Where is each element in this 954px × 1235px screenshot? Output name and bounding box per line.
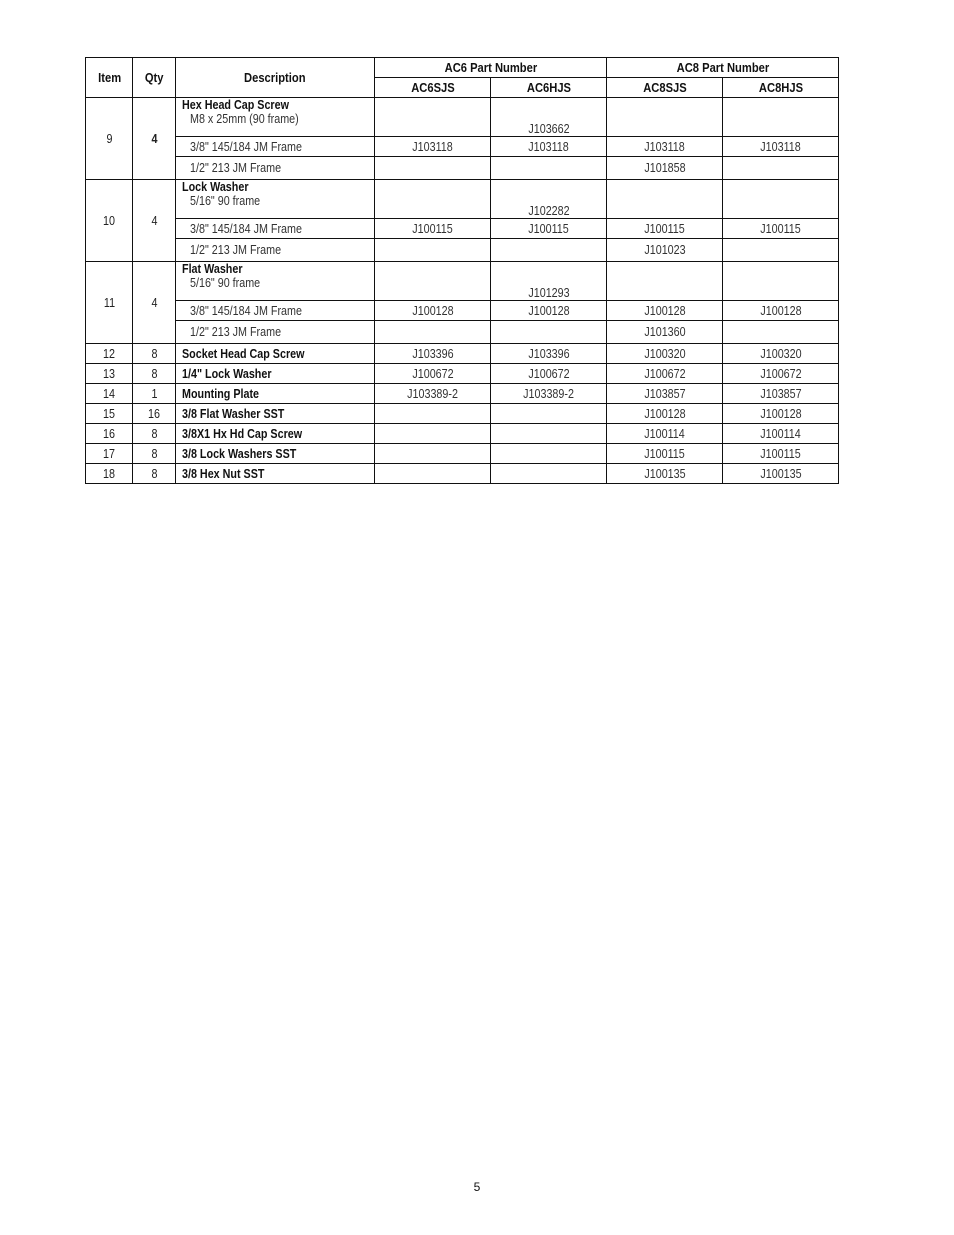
table-row — [86, 344, 839, 364]
part-number-ac8sjs-text: J100115 — [644, 221, 685, 236]
part-number-ac6hjs — [491, 98, 607, 137]
part-number-ac8sjs — [607, 262, 723, 301]
item-description-text: 3/8X1 Hx Hd Cap Screw — [181, 426, 302, 441]
item-sub-description-text: 1/2" 213 JM Frame — [189, 243, 281, 257]
part-number-ac6sjs — [375, 301, 491, 321]
item-qty — [133, 262, 175, 344]
part-number-ac8hjs-text: J103118 — [760, 139, 801, 154]
item-qty — [133, 344, 175, 364]
part-number-ac6sjs — [375, 137, 491, 157]
part-number-ac8hjs-text: J100135 — [759, 466, 802, 481]
table-row — [86, 98, 839, 137]
part-number-ac8sjs — [607, 404, 723, 424]
item-qty — [133, 464, 175, 484]
part-number-ac6hjs-text: J103662 — [528, 122, 570, 136]
item-sub-description-text: M8 x 25mm (90 frame) — [189, 112, 299, 126]
part-number-ac8sjs — [607, 321, 723, 344]
item-qty-text: 8 — [151, 366, 158, 381]
part-number-ac6hjs-text: J100115 — [528, 221, 569, 236]
item-number — [86, 344, 133, 364]
part-number-ac6sjs-text: J100115 — [412, 221, 453, 236]
part-number-ac8sjs-text: J100320 — [643, 346, 686, 361]
part-number-ac8hjs — [723, 137, 839, 157]
item-number-text: 14 — [103, 386, 116, 401]
part-number-ac6hjs-text: J100672 — [528, 366, 570, 381]
header-ac8hjs: AC8HJS — [731, 78, 831, 98]
item-qty-text: 8 — [151, 426, 158, 441]
table-row — [86, 444, 839, 464]
part-number-ac6hjs — [491, 321, 607, 344]
part-number-ac6sjs-text: J100672 — [412, 366, 454, 381]
part-number-ac6hjs-text: J100128 — [528, 303, 570, 318]
part-number-ac8sjs — [607, 301, 723, 321]
item-sub-description-line — [182, 325, 375, 339]
table-row — [86, 464, 839, 484]
part-number-ac6sjs — [375, 180, 491, 219]
item-number — [86, 444, 133, 464]
table-row — [86, 137, 839, 157]
part-number-ac8hjs — [723, 219, 839, 239]
item-title-text: Flat Washer — [181, 262, 243, 276]
part-number-ac8sjs — [607, 344, 723, 364]
item-qty-text: 16 — [148, 406, 161, 421]
table-header — [86, 58, 839, 98]
part-number-ac6hjs-text: J103118 — [528, 139, 569, 154]
item-number-text: 10 — [103, 213, 116, 228]
item-sub-description — [175, 137, 375, 157]
part-number-ac8hjs-text: J100115 — [760, 446, 801, 461]
part-number-ac6sjs — [375, 157, 491, 180]
item-description-text: 1/4" Lock Washer — [181, 366, 272, 381]
item-sub-description-line — [182, 222, 375, 236]
part-number-ac8sjs-text: J100128 — [643, 303, 686, 318]
item-description — [175, 444, 375, 464]
part-number-ac8sjs-text: J101023 — [643, 243, 686, 257]
item-title-text: Lock Washer — [181, 180, 249, 194]
item-title — [182, 262, 375, 276]
part-number-ac6sjs — [375, 464, 491, 484]
item-sub-description — [182, 112, 375, 126]
item-number — [86, 424, 133, 444]
table-row — [86, 384, 839, 404]
item-description-text: 3/8 Lock Washers SST — [181, 446, 297, 461]
part-number-ac6sjs — [375, 98, 491, 137]
part-number-ac8sjs-text: J103857 — [643, 386, 686, 401]
table-row — [86, 424, 839, 444]
item-qty — [133, 384, 175, 404]
item-number — [86, 180, 133, 262]
part-number-ac8sjs-text: J103118 — [644, 139, 685, 154]
part-number-ac8sjs — [607, 180, 723, 219]
part-number-ac8hjs-text: J103857 — [759, 386, 802, 401]
item-qty-text: 8 — [151, 346, 158, 361]
part-number-ac6sjs-text: J103118 — [412, 139, 453, 154]
item-qty — [133, 364, 175, 384]
part-number-ac6sjs — [375, 262, 491, 301]
item-sub-description — [175, 219, 375, 239]
part-number-ac8hjs-text: J100115 — [760, 221, 801, 236]
item-description — [175, 364, 375, 384]
part-number-ac8hjs-text: J100114 — [760, 426, 801, 441]
item-sub-description — [182, 276, 375, 290]
part-number-ac6sjs — [375, 364, 491, 384]
part-number-ac8hjs — [723, 157, 839, 180]
table-row — [86, 219, 839, 239]
part-number-ac6sjs — [375, 321, 491, 344]
part-number-ac6hjs — [491, 157, 607, 180]
part-number-ac6sjs — [375, 424, 491, 444]
item-sub-description — [175, 157, 375, 180]
item-description — [175, 180, 375, 219]
part-number-ac6sjs — [375, 404, 491, 424]
part-number-ac6hjs — [491, 444, 607, 464]
item-number-text: 17 — [103, 446, 116, 461]
item-number — [86, 404, 133, 424]
header-item: Item — [89, 58, 130, 98]
part-number-ac8sjs — [607, 464, 723, 484]
part-number-ac8sjs-text: J100128 — [643, 406, 686, 421]
header-ac8sjs: AC8SJS — [615, 78, 715, 98]
part-number-ac6hjs — [491, 464, 607, 484]
table-row — [86, 239, 839, 262]
part-number-ac8sjs-text: J100135 — [643, 466, 686, 481]
item-qty-text: 1 — [151, 386, 158, 401]
part-number-ac8hjs — [723, 404, 839, 424]
part-number-ac8sjs-text: J100115 — [644, 446, 685, 461]
part-number-ac6hjs-text: J102282 — [528, 204, 570, 218]
item-qty-text: 8 — [151, 466, 158, 481]
item-sub-description-text: 1/2" 213 JM Frame — [189, 325, 281, 339]
part-number-ac8hjs — [723, 464, 839, 484]
item-qty-text: 4 — [151, 213, 158, 228]
part-number-ac8hjs — [723, 444, 839, 464]
part-number-ac8sjs — [607, 157, 723, 180]
part-number-ac6hjs — [491, 344, 607, 364]
part-number-ac6hjs — [491, 239, 607, 262]
item-description — [175, 98, 375, 137]
part-number-ac6hjs-text: J103389-2 — [523, 386, 575, 401]
item-sub-description-line — [182, 243, 375, 257]
item-qty — [133, 180, 175, 262]
item-title — [182, 98, 375, 112]
header-qty: Qty — [136, 58, 172, 98]
part-number-ac8sjs — [607, 219, 723, 239]
item-description-text: 3/8 Hex Nut SST — [181, 466, 265, 481]
part-number-ac6sjs — [375, 444, 491, 464]
part-number-ac6sjs — [375, 384, 491, 404]
part-number-ac8sjs — [607, 424, 723, 444]
table-row — [86, 321, 839, 344]
part-number-ac6hjs — [491, 180, 607, 219]
item-description — [175, 424, 375, 444]
part-number-ac6hjs — [491, 262, 607, 301]
item-description — [175, 404, 375, 424]
item-sub-description-text: 3/8" 145/184 JM Frame — [189, 221, 302, 236]
item-description-text: Socket Head Cap Screw — [181, 346, 305, 361]
item-number-text: 11 — [103, 295, 115, 310]
header-ac6hjs: AC6HJS — [499, 78, 599, 98]
item-title — [182, 180, 375, 194]
table-row — [86, 404, 839, 424]
item-description-text: 3/8 Flat Washer SST — [181, 406, 285, 421]
header-ac6-part-number: AC6 Part Number — [391, 58, 590, 78]
part-number-ac8hjs — [723, 239, 839, 262]
header-description: Description — [189, 58, 361, 98]
table-row — [86, 180, 839, 219]
item-qty — [133, 424, 175, 444]
part-number-ac8hjs — [723, 301, 839, 321]
parts-table — [85, 57, 839, 484]
part-number-ac8sjs — [607, 384, 723, 404]
item-qty-text: 4 — [151, 295, 158, 310]
item-qty — [133, 98, 175, 180]
part-number-ac8hjs-text: J100128 — [759, 406, 802, 421]
table-row — [86, 364, 839, 384]
part-number-ac8sjs-text: J101858 — [643, 161, 686, 175]
part-number-ac8hjs — [723, 321, 839, 344]
page-number: 5 — [473, 1180, 481, 1194]
item-number — [86, 262, 133, 344]
part-number-ac8hjs — [723, 364, 839, 384]
item-qty-text: 8 — [151, 446, 158, 461]
item-number-text: 12 — [103, 346, 116, 361]
part-number-ac6hjs — [491, 364, 607, 384]
part-number-ac6hjs — [491, 137, 607, 157]
item-sub-description-text: 3/8" 145/184 JM Frame — [189, 139, 302, 154]
item-number-text: 16 — [103, 426, 116, 441]
part-number-ac6sjs-text: J103389-2 — [407, 386, 459, 401]
item-number-text: 9 — [106, 131, 113, 146]
table-body — [86, 98, 839, 484]
part-number-ac8sjs-text: J101360 — [643, 325, 686, 339]
item-number-text: 18 — [103, 466, 116, 481]
part-number-ac8hjs — [723, 180, 839, 219]
part-number-ac8sjs — [607, 137, 723, 157]
item-description — [175, 344, 375, 364]
item-sub-description — [175, 239, 375, 262]
item-sub-description-text: 5/16" 90 frame — [189, 194, 260, 208]
part-number-ac8hjs — [723, 98, 839, 137]
item-description — [175, 262, 375, 301]
part-number-ac8sjs-text: J100114 — [644, 426, 685, 441]
table-row — [86, 262, 839, 301]
part-number-ac8sjs — [607, 239, 723, 262]
item-sub-description — [182, 194, 375, 208]
item-number — [86, 464, 133, 484]
part-number-ac8hjs-text: J100320 — [759, 346, 802, 361]
table-row — [86, 301, 839, 321]
item-number — [86, 364, 133, 384]
part-number-ac6hjs — [491, 384, 607, 404]
item-qty — [133, 404, 175, 424]
item-description — [175, 464, 375, 484]
item-number-text: 13 — [103, 366, 116, 381]
part-number-ac8hjs — [723, 262, 839, 301]
part-number-ac8sjs — [607, 364, 723, 384]
header-ac6sjs: AC6SJS — [383, 78, 483, 98]
part-number-ac6hjs — [491, 404, 607, 424]
part-number-ac8sjs — [607, 98, 723, 137]
item-number — [86, 98, 133, 180]
item-description-text: Mounting Plate — [181, 386, 259, 401]
item-sub-description — [175, 321, 375, 344]
header-ac8-part-number: AC8 Part Number — [623, 58, 822, 78]
part-number-ac6hjs-text: J103396 — [528, 346, 570, 361]
part-number-ac8sjs — [607, 444, 723, 464]
item-sub-description-text: 5/16" 90 frame — [189, 276, 260, 290]
item-qty — [133, 444, 175, 464]
table-row — [86, 157, 839, 180]
part-number-ac6hjs — [491, 424, 607, 444]
part-number-ac6sjs — [375, 219, 491, 239]
part-number-ac6sjs-text: J103396 — [412, 346, 454, 361]
item-description — [175, 384, 375, 404]
item-qty-text: 4 — [151, 131, 158, 146]
item-sub-description — [175, 301, 375, 321]
part-number-ac8hjs — [723, 384, 839, 404]
item-number — [86, 384, 133, 404]
part-number-ac8sjs-text: J100672 — [643, 366, 686, 381]
item-sub-description-line — [182, 161, 375, 175]
part-number-ac8hjs-text: J100128 — [759, 303, 802, 318]
item-sub-description-line — [182, 304, 375, 318]
item-sub-description-text: 1/2" 213 JM Frame — [189, 161, 281, 175]
item-number-text: 15 — [103, 406, 116, 421]
part-number-ac6sjs-text: J100128 — [412, 303, 454, 318]
item-sub-description-line — [182, 140, 375, 154]
part-number-ac6sjs — [375, 239, 491, 262]
item-title-text: Hex Head Cap Screw — [181, 98, 289, 112]
part-number-ac8hjs-text: J100672 — [759, 366, 802, 381]
part-number-ac8hjs — [723, 424, 839, 444]
item-sub-description-text: 3/8" 145/184 JM Frame — [189, 303, 302, 318]
part-number-ac6hjs-text: J101293 — [528, 286, 570, 300]
part-number-ac6hjs — [491, 301, 607, 321]
part-number-ac6hjs — [491, 219, 607, 239]
part-number-ac6sjs — [375, 344, 491, 364]
part-number-ac8hjs — [723, 344, 839, 364]
